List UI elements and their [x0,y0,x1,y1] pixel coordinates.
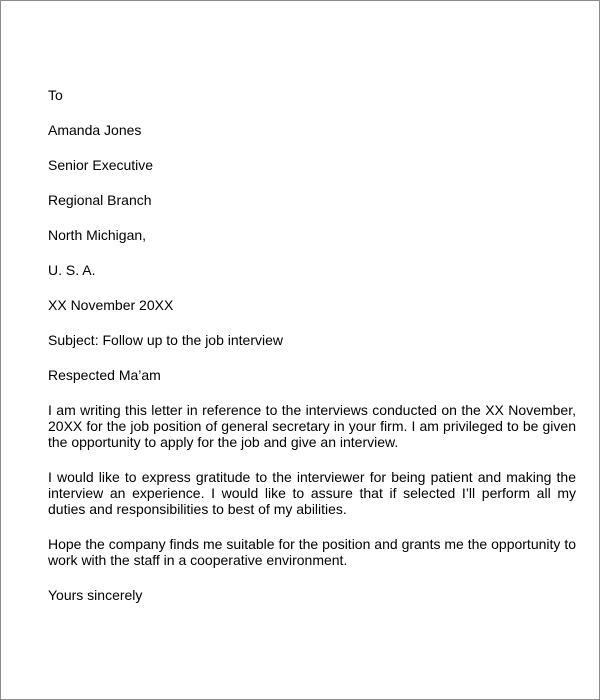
to-label: To [48,87,63,103]
salutation: Respected Ma’am [48,367,161,383]
recipient-title: Senior Executive [48,157,154,173]
paragraph-1: I am writing this letter in reference to the interviews conducted on the XX November, 20XX for the job position of general secretary in your firm. I am privileged to be given the opportunity to apply for the job and give an interview. [48,402,576,450]
recipient-city: North Michigan, [48,227,147,243]
letter-body [48,87,576,622]
recipient-name: Amanda Jones [48,122,142,138]
letter-date: XX November 20XX [48,297,174,313]
paragraph-2: I would like to express gratitude to the interviewer for being patient and making the interview an experience. I would like to assure that if selected I’ll perform all my duties and responsibilities to best of my abilities. [48,469,576,517]
paragraph-3: Hope the company finds me suitable for the position and grants me the opportunity to work with the staff in a cooperative environment. [48,536,576,568]
recipient-branch: Regional Branch [48,192,152,208]
closing: Yours sincerely [48,587,143,603]
recipient-country: U. S. A. [48,262,96,278]
letter-subject: Subject: Follow up to the job interview [48,332,284,348]
